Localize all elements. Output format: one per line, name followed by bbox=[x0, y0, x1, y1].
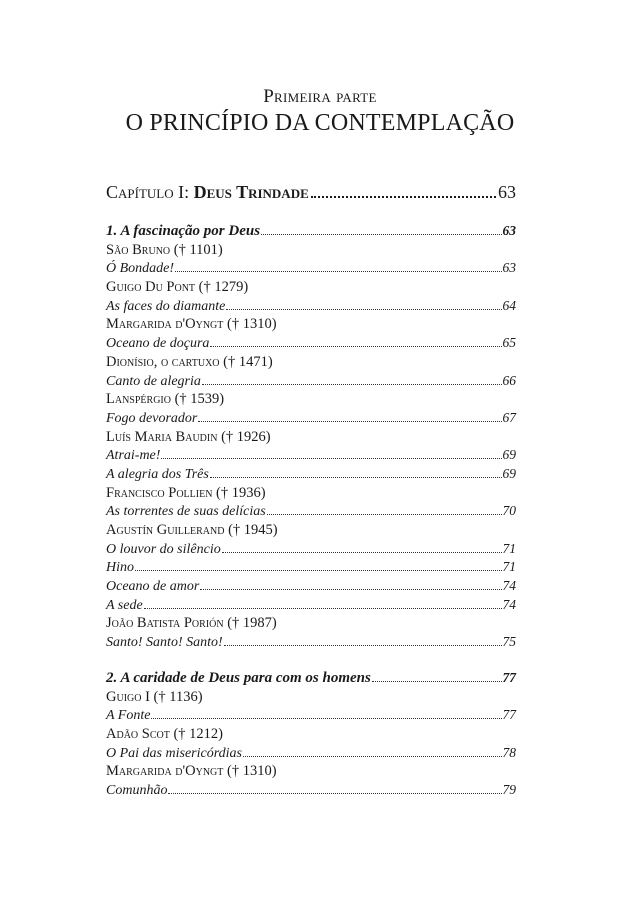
author-name: São Bruno († 1101) bbox=[106, 241, 223, 258]
toc-item[interactable] bbox=[106, 596, 516, 615]
item-page: 69 bbox=[502, 465, 516, 481]
chapter-name: Deus Trindade bbox=[193, 182, 309, 202]
toc-section bbox=[106, 669, 516, 800]
toc-item[interactable] bbox=[106, 502, 516, 521]
author-line bbox=[106, 688, 516, 707]
dot-leader bbox=[224, 645, 502, 646]
author-name: Francisco Pollien († 1936) bbox=[106, 484, 266, 501]
toc-item[interactable] bbox=[106, 297, 516, 316]
author-name: João Batista Porión († 1987) bbox=[106, 615, 277, 632]
author-line bbox=[106, 241, 516, 260]
item-page: 66 bbox=[502, 372, 516, 388]
dot-leader bbox=[151, 718, 501, 719]
dot-leader bbox=[372, 681, 502, 682]
item-page: 74 bbox=[502, 596, 516, 612]
dot-leader bbox=[144, 608, 502, 609]
author-line bbox=[106, 484, 516, 503]
dot-leader bbox=[210, 477, 502, 478]
author-line bbox=[106, 353, 516, 372]
dot-leader bbox=[135, 570, 502, 571]
item-page: 71 bbox=[502, 559, 516, 575]
section-heading[interactable] bbox=[106, 669, 516, 688]
item-page: 70 bbox=[502, 503, 516, 519]
item-title: O Pai das misericórdias bbox=[106, 745, 242, 761]
item-page: 78 bbox=[502, 744, 516, 760]
toc-item[interactable] bbox=[106, 465, 516, 484]
author-name: Guigo I († 1136) bbox=[106, 688, 203, 705]
item-page: 79 bbox=[502, 781, 516, 797]
dot-leader bbox=[168, 793, 501, 794]
item-title: A alegria dos Três bbox=[106, 466, 209, 482]
item-title: Ó Bondade! bbox=[106, 261, 175, 277]
item-title: Santo! Santo! Santo! bbox=[106, 635, 223, 651]
chapter-title bbox=[106, 182, 309, 203]
author-name: Adão Scot († 1212) bbox=[106, 725, 223, 742]
toc-item[interactable] bbox=[106, 409, 516, 428]
section-title: 1. A fascinação por Deus bbox=[106, 223, 261, 239]
item-title: Oceano de doçura bbox=[106, 336, 210, 352]
dot-leader bbox=[222, 552, 502, 553]
section-page: 77 bbox=[502, 669, 516, 685]
item-title: A Fonte bbox=[106, 708, 151, 724]
section-heading[interactable] bbox=[106, 222, 516, 241]
author-line bbox=[106, 390, 516, 409]
item-title: Comunhão bbox=[106, 782, 168, 798]
dot-leader bbox=[210, 346, 501, 347]
author-name: Luís Maria Baudin († 1926) bbox=[106, 428, 271, 445]
author-name: Lanspérgio († 1539) bbox=[106, 391, 225, 408]
toc-item[interactable] bbox=[106, 633, 516, 652]
author-line bbox=[106, 428, 516, 447]
dot-leader bbox=[175, 271, 501, 272]
dot-leader bbox=[243, 756, 502, 757]
toc-item[interactable] bbox=[106, 706, 516, 725]
toc-item[interactable] bbox=[106, 577, 516, 596]
item-page: 77 bbox=[502, 707, 516, 723]
chapter-entry bbox=[106, 182, 516, 203]
item-title: As faces do diamante bbox=[106, 298, 226, 314]
section-page: 63 bbox=[502, 223, 516, 238]
item-page: 69 bbox=[502, 447, 516, 463]
dot-leader bbox=[198, 421, 501, 422]
dot-leader bbox=[161, 458, 501, 459]
toc-item[interactable] bbox=[106, 781, 516, 800]
item-title: Atrai-me! bbox=[106, 448, 161, 464]
item-page: 74 bbox=[502, 578, 516, 594]
toc-item[interactable] bbox=[106, 540, 516, 559]
item-title: Fogo devorador bbox=[106, 410, 198, 426]
item-page: 71 bbox=[502, 540, 516, 556]
author-line bbox=[106, 614, 516, 633]
author-line bbox=[106, 762, 516, 781]
dot-leader bbox=[261, 234, 501, 235]
dot-leader bbox=[267, 514, 502, 515]
author-line bbox=[106, 521, 516, 540]
toc-item[interactable] bbox=[106, 558, 516, 577]
item-page: 67 bbox=[502, 409, 516, 425]
item-page: 65 bbox=[502, 335, 516, 351]
toc-item[interactable] bbox=[106, 334, 516, 353]
item-title: Oceano de amor bbox=[106, 579, 200, 595]
item-title: As torrentes de suas delícias bbox=[106, 504, 266, 520]
part-title: O PRINCÍPIO DA CONTEMPLAÇÃO bbox=[125, 110, 515, 136]
dot-leader bbox=[202, 384, 502, 385]
author-line bbox=[106, 278, 516, 297]
toc-item[interactable] bbox=[106, 259, 516, 278]
part-label: Primeira parte bbox=[263, 86, 377, 107]
chapter-page: 63 bbox=[498, 182, 516, 202]
author-line bbox=[106, 725, 516, 744]
item-title: O louvor do silêncio bbox=[106, 541, 221, 557]
author-line bbox=[106, 315, 516, 334]
item-page: 64 bbox=[502, 297, 516, 313]
author-name: Margarida d'Oyngt († 1310) bbox=[106, 316, 277, 333]
toc-item[interactable] bbox=[106, 446, 516, 465]
author-name: Dionísio, o cartuxo († 1471) bbox=[106, 353, 273, 370]
item-page: 75 bbox=[502, 634, 516, 650]
item-title: A sede bbox=[106, 597, 143, 613]
toc-section bbox=[106, 222, 516, 652]
author-name: Agustín Guillerand († 1945) bbox=[106, 522, 278, 538]
chapter-prefix: Capítulo I: bbox=[106, 182, 190, 202]
dot-leader bbox=[200, 589, 501, 590]
item-title: Hino bbox=[106, 560, 134, 576]
item-title: Canto de alegria bbox=[106, 373, 201, 389]
item-page: 63 bbox=[502, 260, 516, 276]
toc-item[interactable] bbox=[106, 372, 516, 391]
author-name: Guigo Du Pont († 1279) bbox=[106, 279, 249, 296]
dot-leader bbox=[226, 309, 501, 310]
dot-leader bbox=[311, 196, 496, 198]
toc-entries bbox=[106, 222, 516, 800]
toc-item[interactable] bbox=[106, 744, 516, 763]
author-name: Margarida d'Oyngt († 1310) bbox=[106, 763, 277, 780]
section-title: 2. A caridade de Deus para com os homens bbox=[106, 669, 371, 686]
